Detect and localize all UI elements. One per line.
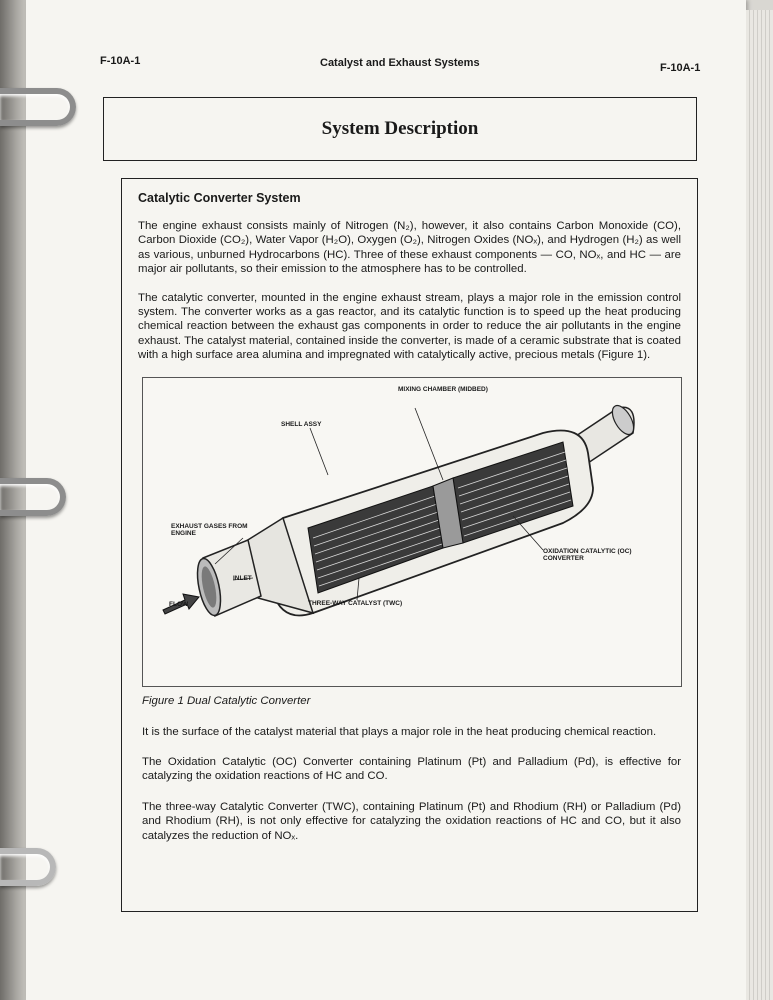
figure-caption: Figure 1 Dual Catalytic Converter: [142, 694, 311, 707]
label-flow: FLOW: [169, 600, 189, 608]
label-inlet: INLET: [233, 574, 252, 582]
content-box: [121, 178, 698, 912]
label-three-way-catalyst: THREE-WAY CATALYST (TWC): [308, 599, 403, 607]
running-header: Catalyst and Exhaust Systems: [320, 57, 480, 69]
stacked-page-edges: [746, 10, 773, 1000]
label-exhaust-gases: EXHAUST GASES FROM ENGINE: [171, 522, 248, 538]
binder-ring-bottom: [0, 848, 56, 886]
binder-ring-middle: [0, 478, 66, 516]
figure-dual-catalytic-converter: [142, 377, 682, 687]
label-shell-assy: SHELL ASSY: [281, 420, 322, 428]
paragraph-exhaust-composition: The engine exhaust consists mainly of Nitrogen (N₂), however, it also contains Carbon Monoxide (CO), Carbon Dioxide (CO₂), Water Vapor (H₂O), Oxygen (O₂), Nitrogen Oxides (NOₓ), and Hydrogen (H₂) as well as various, unburned Hydrocarbons (HC). Three of these exhaust components — CO, NOₓ, and HC — are major air pollutants, so their emission to the atmosphere has to be controlled.: [138, 220, 681, 276]
binder-ring-top: [0, 88, 76, 126]
paragraph-converter-role: The catalytic converter, mounted in the engine exhaust stream, plays a major role in the emission control system. The converter works as a gas reactor, and its catalytic function is to speed up the heat producing chemical reaction between the exhaust gas components in order to reduce the air pollutants in the engine exhaust. The catalyst material, contained inside the converter, is made of a ceramic substrate that is coated with a high surface area alumina and impregnated with catalytically active, precious metals (Figure 1).: [138, 291, 681, 362]
label-mixing-chamber: MIXING CHAMBER (MIDBED): [398, 385, 488, 393]
page-title: System Description: [321, 118, 479, 139]
page-code-left: F-10A-1: [100, 55, 141, 67]
lower-paragraphs: [138, 725, 681, 843]
page-code-right: F-10A-1: [660, 62, 701, 74]
page-title-box: [103, 97, 697, 161]
section-heading: Catalytic Converter System: [138, 191, 301, 205]
label-oxidation-catalytic: OXIDATION CATALYTIC (OC) CONVERTER: [543, 547, 632, 563]
paragraph-catalyst-surface: It is the surface of the catalyst material that plays a major role in the heat producing chemical reaction.: [142, 725, 657, 738]
paragraph-three-way-converter: The three-way Catalytic Converter (TWC), containing Platinum (Pt) and Rhodium (RH) or Palladium (Pd) and Rhodium (RH), is not only effective for catalyzing the oxidation reactions of HC and CO, but it also catalyzes the reduction of NOₓ.: [142, 800, 681, 842]
paragraph-oxidation-converter: The Oxidation Catalytic (OC) Converter containing Platinum (Pt) and Palladium (Pd), is effective for catalyzing the oxidation reactions of HC and CO.: [142, 756, 681, 783]
